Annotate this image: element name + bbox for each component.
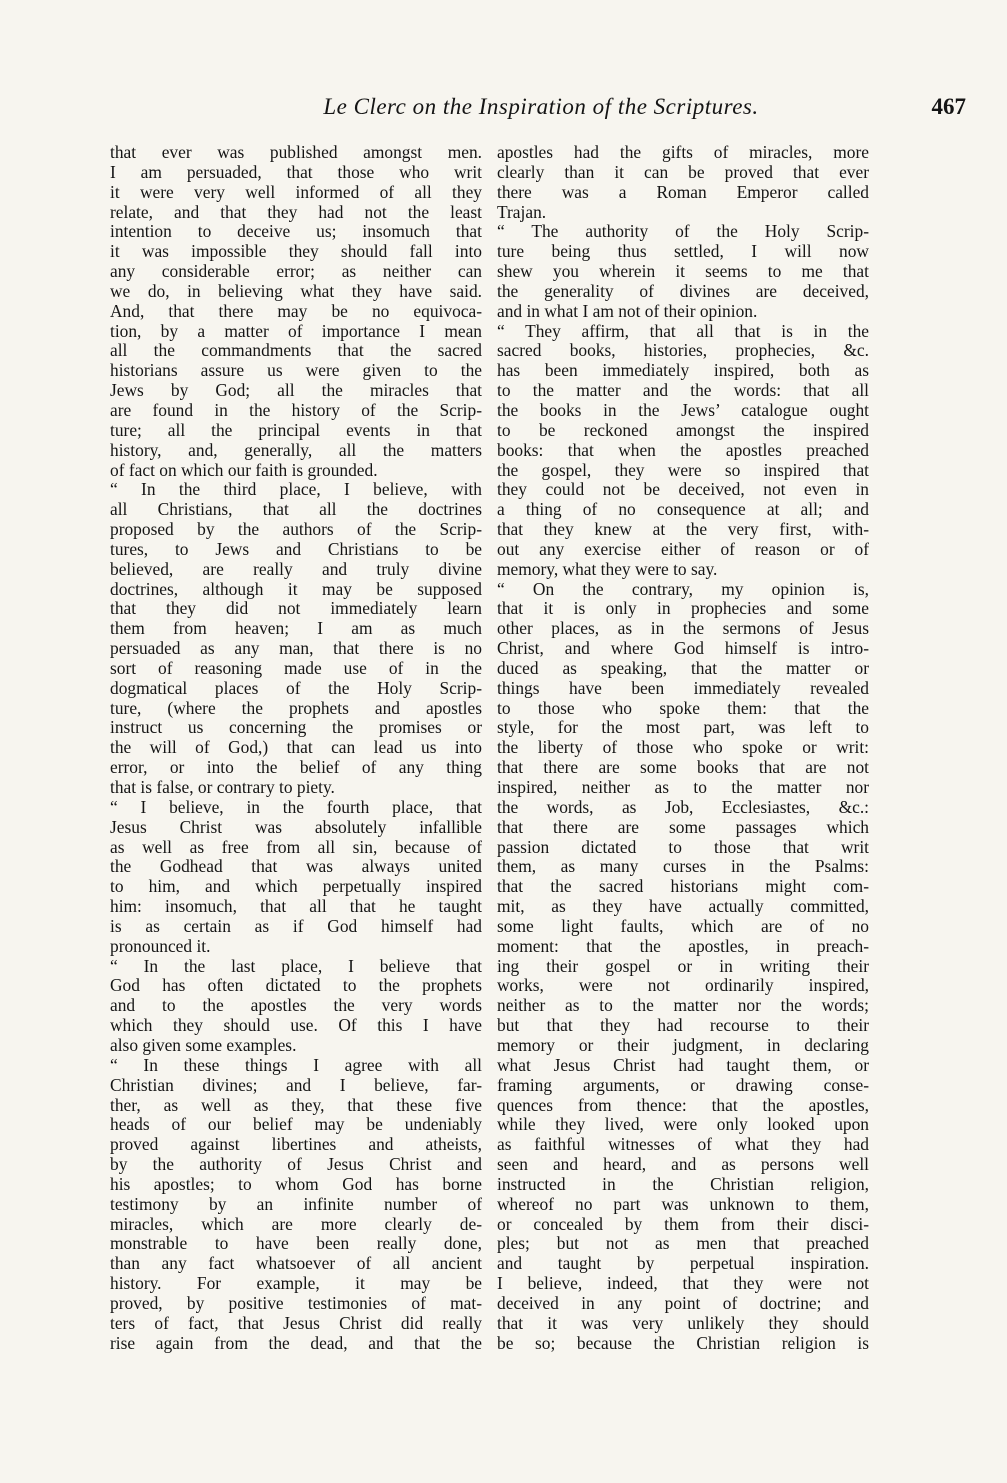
text-line: that is false, or contrary to piety. (110, 778, 335, 797)
text-line: quences from thence: that the apostles, (497, 1095, 869, 1115)
text-line: proved against libertines and atheists, (110, 1135, 482, 1155)
text-line: “ The authority of the Holy Scrip- (497, 222, 869, 242)
text-line: whereof no part was unknown to them, (497, 1194, 869, 1214)
text-line: ther, as well as they, that these five (110, 1095, 482, 1115)
text-line: duced as speaking, that the matter or (497, 658, 869, 678)
text-line: his apostles; to whom God has borne (110, 1174, 482, 1194)
text-line: history, and, generally, all the matters (110, 440, 482, 460)
text-line: clearly than it can be proved that ever (497, 162, 869, 182)
text-line: by the authority of Jesus Christ and (110, 1155, 482, 1175)
page-header (110, 94, 972, 130)
text-line: And, that there may be no equivoca- (110, 301, 482, 321)
text-line: apostles had the gifts of miracles, more (497, 143, 869, 162)
text-line: them, as many curses in the Psalms: (497, 857, 869, 877)
text-line: any considerable error; as neither can (110, 262, 482, 282)
text-line: to be reckoned amongst the inspired (497, 420, 869, 440)
text-line: miracles, which are more clearly de- (110, 1214, 482, 1234)
text-line: God has often dictated to the prophets (110, 976, 482, 996)
text-line: proposed by the authors of the Scrip- (110, 520, 482, 540)
text-line: that there are some passages which (497, 817, 869, 837)
text-line: books: that when the apostles preached (497, 440, 869, 460)
left-column (110, 143, 482, 1353)
text-line: a thing of no consequence at all; and (497, 500, 869, 520)
text-line: sort of reasoning made use of in the (110, 658, 482, 678)
text-line: that there are some books that are not (497, 758, 869, 778)
page-number: 467 (931, 94, 966, 119)
text-line: but that they had recourse to their (497, 1016, 869, 1036)
text-line: that it was very unlikely they should (497, 1313, 869, 1333)
text-line: or concealed by them from their disci- (497, 1214, 869, 1234)
text-line: to him, and which perpetually inspired (110, 877, 482, 897)
text-line: and taught by perpetual inspiration. (497, 1254, 869, 1274)
text-line: persuaded as any man, that there is no (110, 639, 482, 659)
running-title: Le Clerc on the Inspiration of the Scriptures. (323, 94, 759, 119)
text-line: mit, as they have actually committed, (497, 897, 869, 917)
text-line: also given some examples. (110, 1035, 297, 1055)
text-line: as well as free from all sin, because of (110, 837, 482, 857)
text-line: shew you wherein it seems to me that (497, 262, 869, 282)
text-line: than any fact whatsoever of all ancient (110, 1254, 482, 1274)
text-line: that the sacred historians might com- (497, 877, 869, 897)
text-line: it was impossible they should fall into (110, 242, 482, 262)
text-line: instruct us concerning the promises or (110, 718, 482, 738)
text-line: which they should use. Of this I have (110, 1016, 482, 1036)
text-line: and in what I am not of their opinion. (497, 301, 758, 321)
text-line: ture; all the principal events in that (110, 420, 482, 440)
text-line: historians assure us were given to the (110, 361, 482, 381)
text-line: that ever was published amongst men. (110, 143, 482, 162)
text-line: seen and heard, and as persons well (497, 1155, 869, 1175)
text-line: intention to deceive us; insomuch that (110, 222, 482, 242)
text-line: the generality of divines are deceived, (497, 281, 869, 301)
text-line: sacred books, histories, prophecies, &c. (497, 341, 869, 361)
text-line: error, or into the belief of any thing (110, 758, 482, 778)
text-line: be so; because the Christian religion is (497, 1333, 869, 1353)
text-line: some light faults, which are of no (497, 916, 869, 936)
text-line: we do, in believing what they have said. (110, 281, 482, 301)
text-line: the will of God,) that can lead us into (110, 738, 482, 758)
text-line: “ I believe, in the fourth place, that (110, 797, 482, 817)
text-line: what Jesus Christ had taught them, or (497, 1055, 869, 1075)
text-line: ples; but not as men that preached (497, 1234, 869, 1254)
text-line: “ On the contrary, my opinion is, (497, 579, 869, 599)
text-line: testimony by an infinite number of (110, 1194, 482, 1214)
text-line: “ In the last place, I believe that (110, 956, 482, 976)
text-line: the liberty of those who spoke or writ: (497, 738, 869, 758)
text-line: memory or their judgment, in declaring (497, 1035, 869, 1055)
text-line: the words, as Job, Ecclesiastes, &c.: (497, 797, 869, 817)
text-line: “ In the third place, I believe, with (110, 480, 482, 500)
text-line: Christian divines; and I believe, far- (110, 1075, 482, 1095)
text-line: there was a Roman Emperor called (497, 182, 869, 202)
text-line: the books in the Jews’ catalogue ought (497, 400, 869, 420)
text-line: believed, are really and truly divine (110, 559, 482, 579)
text-line: while they lived, were only looked upon (497, 1115, 869, 1135)
text-line: style, for the most part, was left to (497, 718, 869, 738)
text-line: it were very well informed of all they (110, 182, 482, 202)
text-line: Jews by God; all the miracles that (110, 381, 482, 401)
text-line: dogmatical places of the Holy Scrip- (110, 678, 482, 698)
text-line: that they knew at the very first, with- (497, 520, 869, 540)
text-line: neither as to the matter nor the words; (497, 996, 869, 1016)
text-line: inspired, neither as to the matter nor (497, 778, 869, 797)
text-line: memory, what they were to say. (497, 559, 718, 579)
text-line: they could not be deceived, not even in (497, 480, 869, 500)
text-line: all Christians, that all the doctrines (110, 500, 482, 520)
text-line: to those who spoke them: that the (497, 698, 869, 718)
text-line: tion, by a matter of importance I mean (110, 321, 482, 341)
text-line: ture, (where the prophets and apostles (110, 698, 482, 718)
text-line: other places, as in the sermons of Jesus (497, 619, 869, 639)
text-line: has been immediately inspired, both as (497, 361, 869, 381)
text-line: him: insomuch, that all that he taught (110, 897, 482, 917)
right-column (497, 143, 869, 1353)
text-line: I believe, indeed, that they were not (497, 1274, 869, 1294)
text-line: “ In these things I agree with all (110, 1055, 482, 1075)
text-line: passion dictated to those that writ (497, 837, 869, 857)
text-line: of fact on which our faith is grounded. (110, 460, 378, 480)
text-line: doctrines, although it may be supposed (110, 579, 482, 599)
text-line: moment: that the apostles, in preach- (497, 936, 869, 956)
text-line: that they did not immediately learn (110, 599, 482, 619)
text-line: as faithful witnesses of what they had (497, 1135, 869, 1155)
text-line: history. For example, it may be (110, 1274, 482, 1294)
text-line: works, were not ordinarily inspired, (497, 976, 869, 996)
text-line: rise again from the dead, and that the (110, 1333, 482, 1353)
text-line: ing their gospel or in writing their (497, 956, 869, 976)
text-line: I am persuaded, that those who writ (110, 162, 482, 182)
text-line: proved, by positive testimonies of mat- (110, 1293, 482, 1313)
text-line: ture being thus settled, I will now (497, 242, 869, 262)
text-line: the gospel, they were so inspired that (497, 460, 869, 480)
text-line: the Godhead that was always united (110, 857, 482, 877)
text-line: Jesus Christ was absolutely infallible (110, 817, 482, 837)
text-line: all the commandments that the sacred (110, 341, 482, 361)
text-line: Trajan. (497, 202, 547, 222)
text-line: deceived in any point of doctrine; and (497, 1293, 869, 1313)
text-line: pronounced it. (110, 936, 211, 956)
text-line: tures, to Jews and Christians to be (110, 539, 482, 559)
text-line: “ They affirm, that all that is in the (497, 321, 869, 341)
text-line: heads of our belief may be undeniably (110, 1115, 482, 1135)
text-line: Christ, and where God himself is intro- (497, 639, 869, 659)
text-line: ters of fact, that Jesus Christ did really (110, 1313, 482, 1333)
text-line: them from heaven; I am as much (110, 619, 482, 639)
text-line: that it is only in prophecies and some (497, 599, 869, 619)
text-line: monstrable to have been really done, (110, 1234, 482, 1254)
text-line: relate, and that they had not the least (110, 202, 482, 222)
text-line: and to the apostles the very words (110, 996, 482, 1016)
text-line: framing arguments, or drawing conse- (497, 1075, 869, 1095)
text-line: things have been immediately revealed (497, 678, 869, 698)
text-line: are found in the history of the Scrip- (110, 400, 482, 420)
text-line: instructed in the Christian religion, (497, 1174, 869, 1194)
text-line: is as certain as if God himself had (110, 916, 482, 936)
text-line: out any exercise either of reason or of (497, 539, 869, 559)
text-line: to the matter and the words: that all (497, 381, 869, 401)
